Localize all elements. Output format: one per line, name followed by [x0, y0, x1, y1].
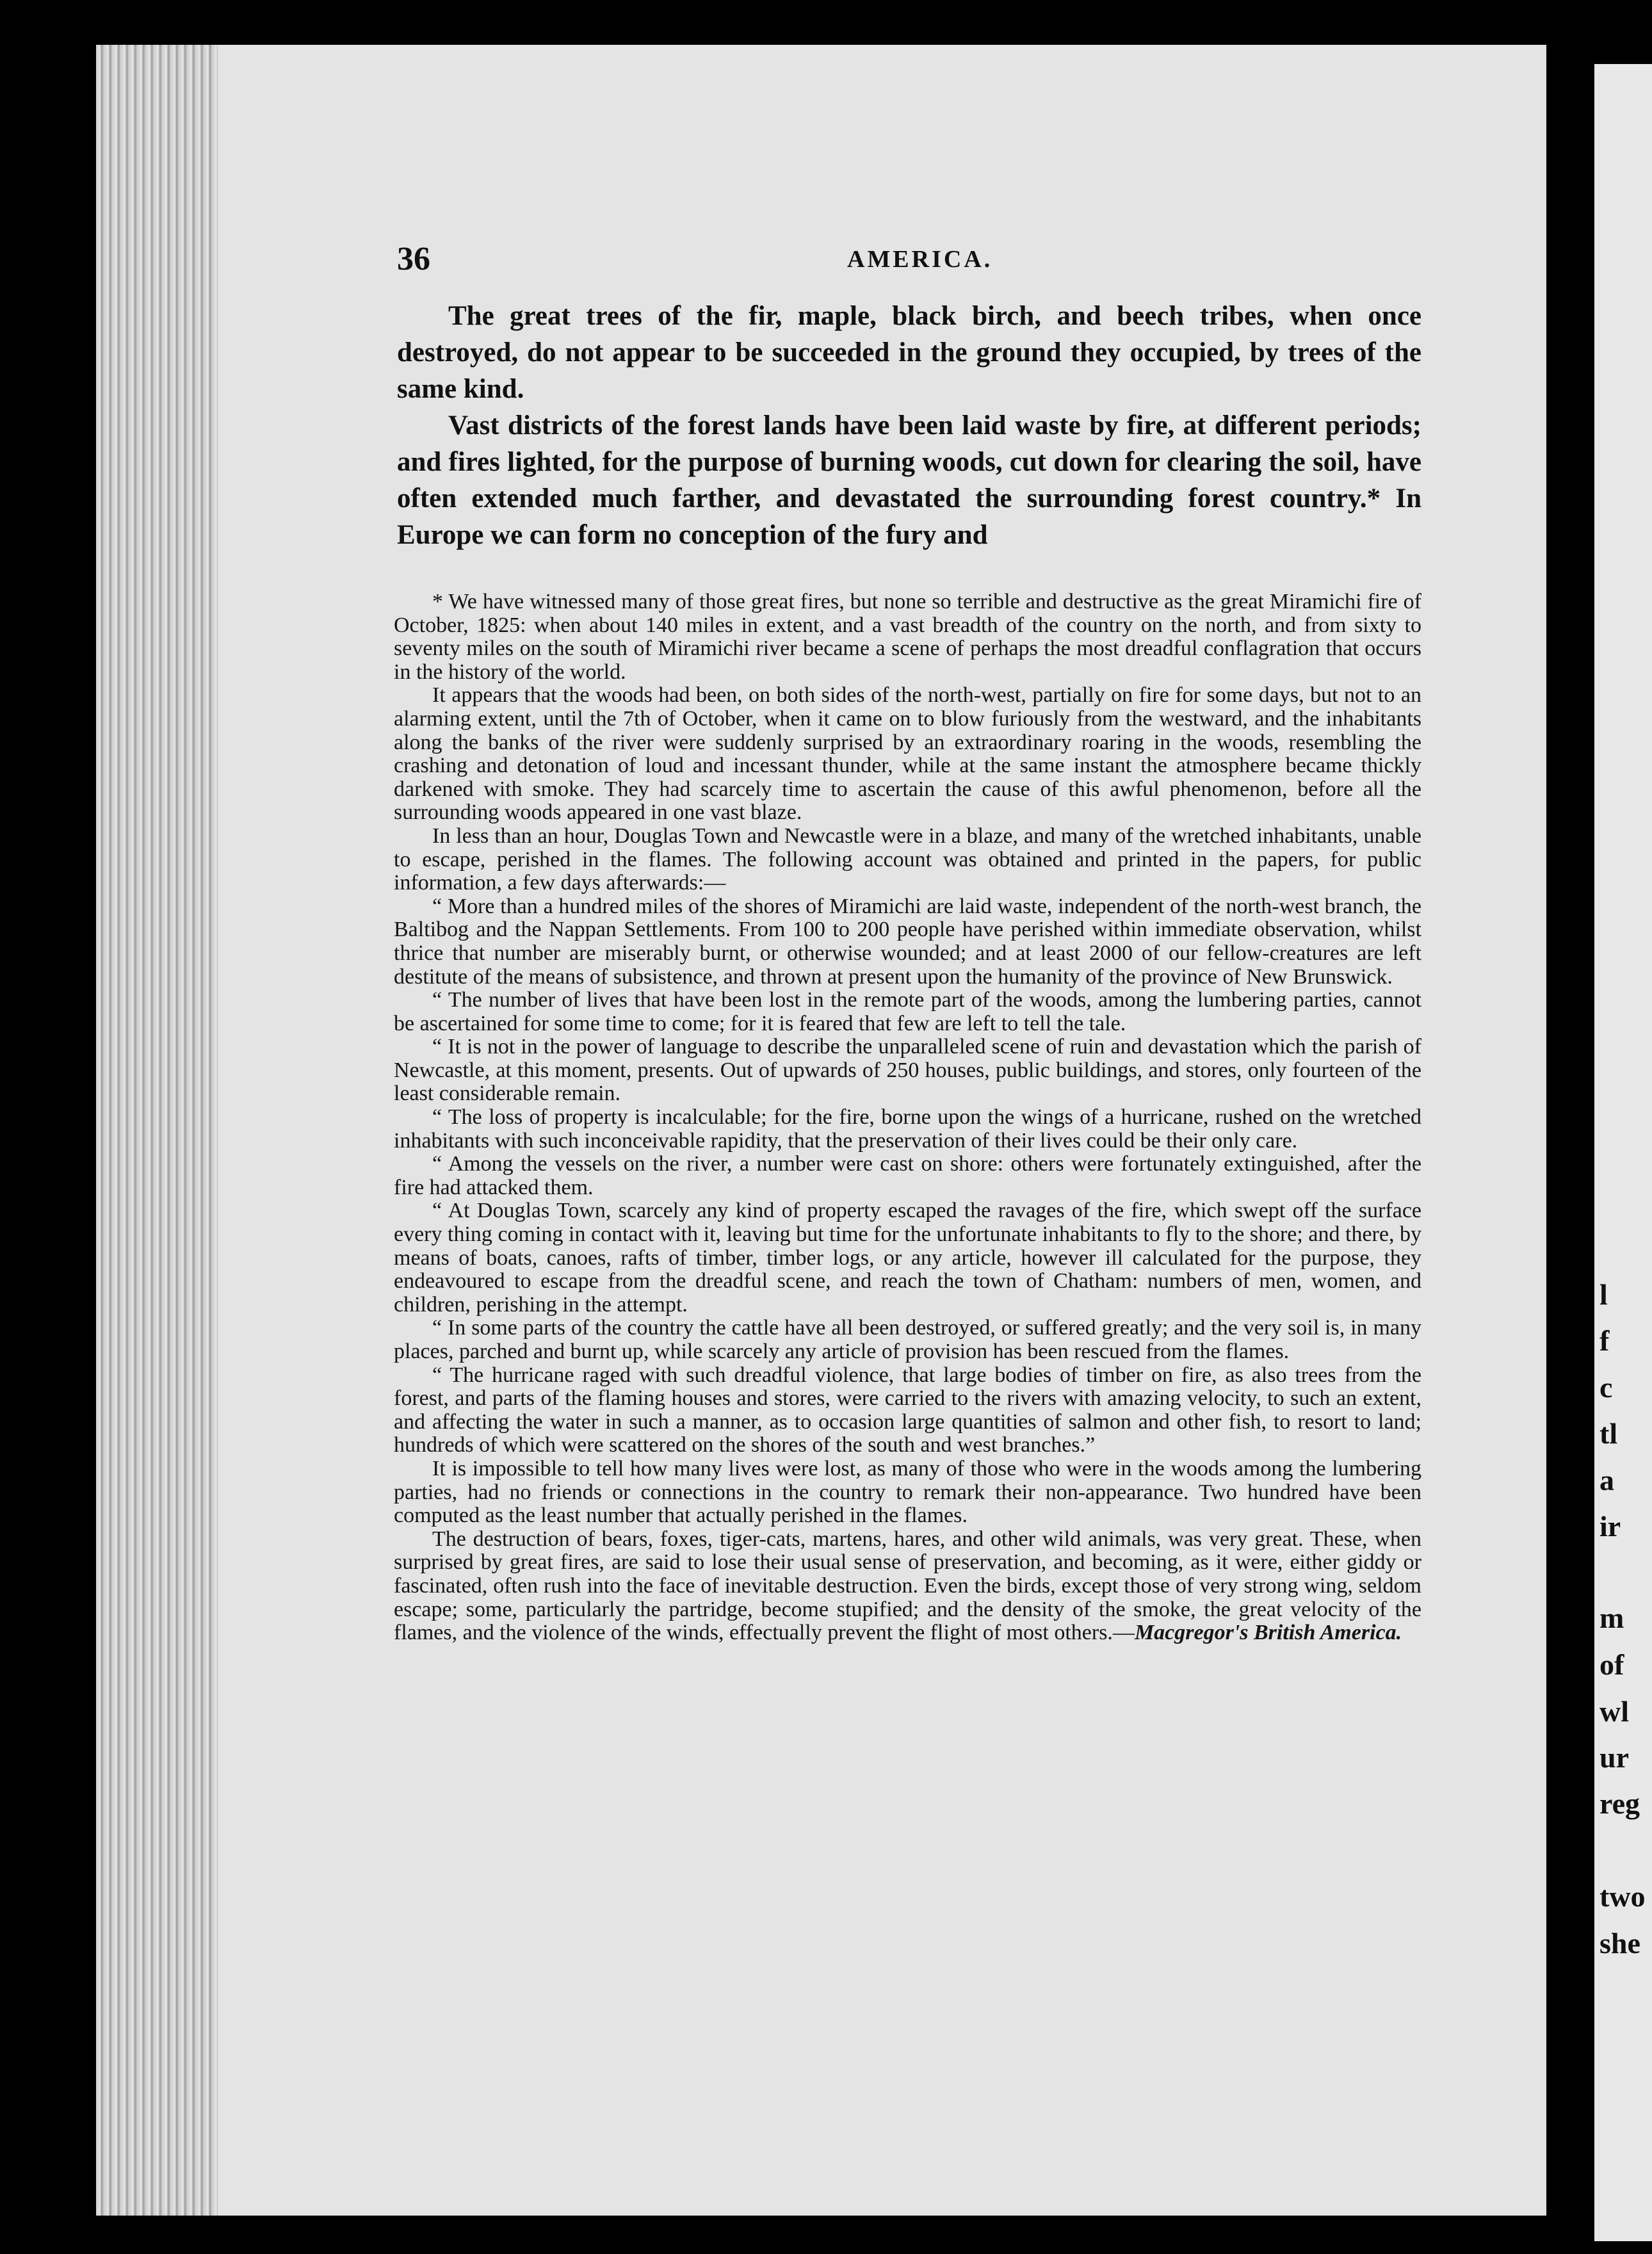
footnote-paragraph: In less than an hour, Douglas Town and Newcastle were in a blaze, and many of the wretched inhabitants, unable to escape, perished in the flames. The following account was obtained and printed in the papers, for public information, a few days afterwards:—	[394, 823, 1421, 895]
facing-page-fragment: wl	[1599, 1695, 1629, 1728]
footnote-paragraph: “ Among the vessels on the river, a number were cast on shore: others were fortunately extinguished, after the fire had attacked them.	[394, 1152, 1421, 1199]
footnote-paragraph: “ More than a hundred miles of the shores of Miramichi are laid waste, independent of the north-west branch, the Baltibog and the Nappan Settlements. From 100 to 200 people have perished within immediate observation, whilst thrice that number are miserably burnt, or otherwise wounded; and at least 2000 of our fellow-creatures are left destitute of the means of subsistence, and thrown at present upon the humanity of the province of New Brunswick.	[394, 894, 1421, 989]
running-head: AMERICA.	[847, 246, 993, 273]
footnote-paragraph: “ The number of lives that have been lost in the remote part of the woods, among the lumbering parties, cannot be ascertained for some time to come; for it is feared that few are left to tell the tale.	[394, 988, 1421, 1035]
facing-page-fragment: she	[1599, 1927, 1640, 1959]
facing-page-fragment: two	[1599, 1880, 1646, 1913]
facing-page-fragment: f	[1599, 1324, 1610, 1357]
footnote-paragraph: “ The hurricane raged with such dreadful violence, that large bodies of timber on fire, as also trees from the forest, and parts of the flaming houses and stores, were carried to the rivers with amazing velocity, to such an extent, and affecting the water in such a manner, as to occasion large quantities of salmon and other fish, to resort to land; hundreds of which were scattered on the shores of the south and west branches.”	[394, 1363, 1421, 1457]
footnote-attribution: Macgregor's British America.	[1134, 1621, 1402, 1645]
footnote-paragraph: “ In some parts of the country the cattle have all been destroyed, or suffered greatly; and the very soil is, in many places, parched and burnt up, while scarcely any article of provision has been rescued from the flames.	[394, 1316, 1421, 1363]
footnote-paragraph: “ It is not in the power of language to describe the unparalleled scene of ruin and devastation which the parish of Newcastle, at this moment, presents. Out of upwards of 250 houses, public buildings, and stores, only fourteen of the least considerable remain.	[394, 1035, 1421, 1106]
footnote-paragraph: It is impossible to tell how many lives were lost, as many of those who were in the woods among the lumbering parties, had no friends or connections in the country to remark their non-appearance. Two hundred have been computed as the least number that actually perished in the flames.	[394, 1456, 1421, 1528]
facing-page-fragment: reg	[1599, 1787, 1640, 1820]
footnote-text: The destruction of bears, foxes, tiger-cats, martens, hares, and other wild animals, was very great. These, when surprised by great fires, are said to lose their usual sense of preservation, and becoming, as it were, either giddy or fascinated, often rush into the face of inevitable destruction. Even the birds, except those of very strong wing, seldom escape; some, particularly the partridge, become stupified; and the density of the smoke, the great velocity of the flames, and the violence of the winds, effectually prevent the flight of most others.—	[394, 1527, 1421, 1645]
footnote-paragraph-last	[394, 1528, 1421, 1645]
footnote-paragraph: It appears that the woods had been, on both sides of the north-west, partially on fire for some days, but not to an alarming extent, until the 7th of October, when it came on to blow furiously from the westward, and the inhabitants along the banks of the river were suddenly surprised by an extraordinary roaring in the woods, resembling the crashing and detonation of loud and incessant thunder, while at the same instant the atmosphere became thickly darkened with smoke. They had scarcely time to ascertain the cause of this awful phenomenon, before all the surrounding woods appeared in one vast blaze.	[394, 683, 1421, 825]
facing-page-fragment: ir	[1599, 1510, 1621, 1543]
body-paragraph: The great trees of the fir, maple, black birch, and beech tribes, when once destroyed, do not appear to be succeeded in the ground they occupied, by trees of the same kind.	[397, 301, 1421, 404]
facing-page-fragment: tl	[1599, 1417, 1618, 1450]
footnote-paragraph: “ The loss of property is incalculable; for the fire, borne upon the wings of a hurricane, rushed on the wretched inhabitants with such inconceivable rapidity, that the preservation of their lives could be their only care.	[394, 1105, 1421, 1153]
body-paragraph: Vast districts of the forest lands have been laid waste by fire, at different periods; and fires lighted, for the purpose of burning woods, cut down for clearing the soil, have often extended much farther, and devastated the surrounding forest country.* In Europe we can form no conception of the fury and	[397, 410, 1421, 550]
facing-page	[1594, 64, 1652, 2241]
footnote-paragraph: * We have witnessed many of those great fires, but none so terrible and destructive as the great Miramichi fire of October, 1825: when about 140 miles in extent, and a vast breadth of the country on the north, and from sixty to seventy miles on the south of Miramichi river became a scene of perhaps the most dreadful conflagration that occurs in the history of the world.	[394, 590, 1421, 684]
page-number: 36	[397, 241, 430, 277]
page-header	[397, 240, 1421, 285]
facing-page-fragment: m	[1599, 1601, 1624, 1634]
facing-page-fragment: of	[1599, 1648, 1624, 1681]
facing-page-fragment: c	[1599, 1371, 1613, 1404]
book-edge	[96, 45, 224, 2216]
body-text	[397, 298, 1421, 553]
facing-page-fragment: l	[1599, 1278, 1608, 1311]
footnote-paragraph: “ At Douglas Town, scarcely any kind of property escaped the ravages of the fire, which swept off the surface every thing coming in contact with it, leaving but time for the unfortunate inhabitants to fly to the shore; and there, by means of boats, canoes, rafts of timber, timber logs, or any article, however ill calculated for the purpose, they endeavoured to escape from the dreadful scene, and reach the town of Chatham: numbers of men, women, and children, perishing in the attempt.	[394, 1199, 1421, 1317]
footnote	[394, 590, 1421, 1645]
facing-page-fragment: a	[1599, 1464, 1614, 1496]
facing-page-fragment: ur	[1599, 1741, 1629, 1774]
